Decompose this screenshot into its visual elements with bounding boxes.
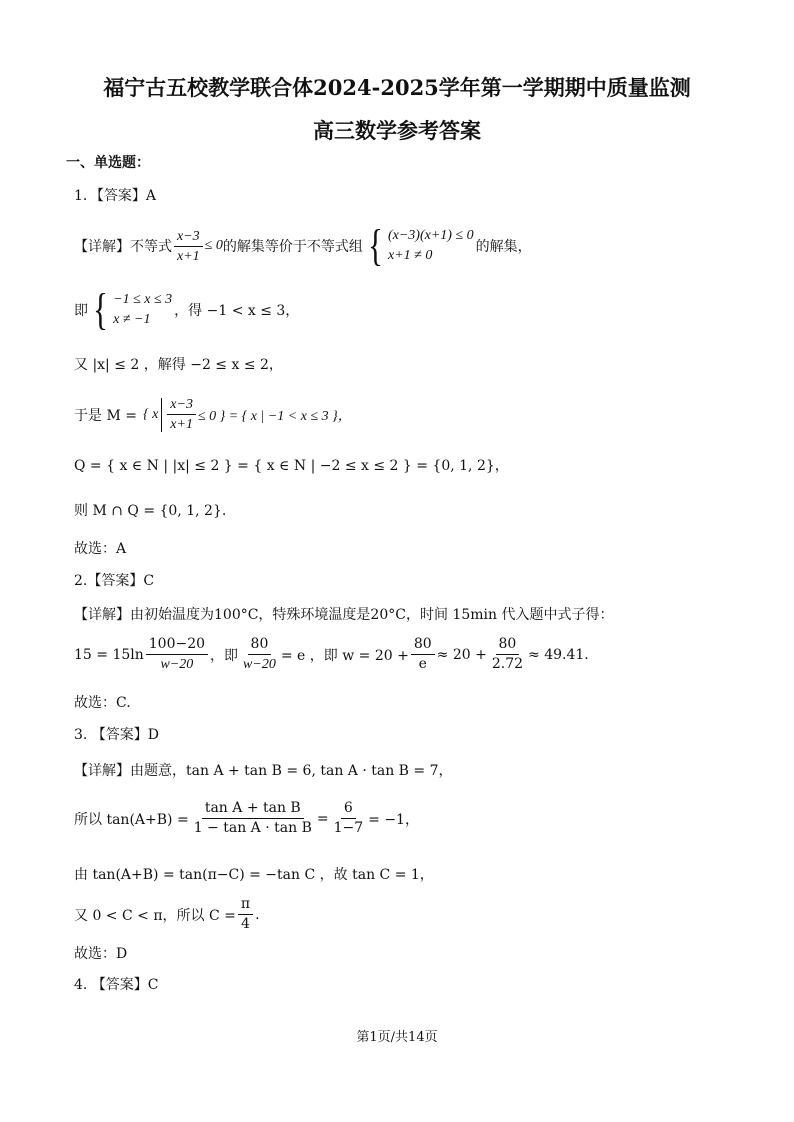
q3-frac1 [191, 800, 315, 837]
q1-ji-row1: −1 ≤ x ≤ 3 [113, 292, 173, 307]
q1-detail [74, 221, 532, 270]
q1-le0: ≤ 0 [204, 238, 223, 253]
q2-frac3 [411, 636, 435, 673]
q1-yushi-fraction-den: x+1 [170, 417, 193, 432]
q1-yushi-prefix: 于是 M = [74, 407, 137, 424]
q3-frac3-den: 4 [241, 916, 250, 932]
q3-frac3 [238, 896, 253, 933]
q2-frac1-den: w−20 [160, 657, 194, 672]
q2-frac4-den: 2.72 [491, 656, 524, 672]
q2-frac1 [146, 636, 208, 673]
q3-suoyi-prefix: 所以 tan(A+B) = [74, 811, 189, 828]
q2-frac3-den: e [418, 656, 427, 672]
q2-detail: 【详解】由初始温度为100°C，特殊环境温度是20°C，时间 15min 代入题中式子得： [74, 607, 614, 623]
q1-ji-line [74, 285, 300, 334]
q2-eq-end: ≈ 49.41. [528, 646, 589, 663]
q1-system [365, 221, 474, 270]
q3-frac2-num: 6 [341, 800, 356, 819]
q1-yushi-fraction [167, 396, 196, 433]
q3-you-c-prefix: 又 0 < C < π，所以 C = [74, 907, 236, 924]
q3-eq-mid: = [316, 810, 329, 827]
q3-frac1-num: tan A + tan B [202, 800, 304, 819]
q1-you-line: 又 |x| ≤ 2 ，解得 −2 ≤ x ≤ 2， [74, 357, 283, 373]
divider-bar [161, 398, 162, 432]
q2-frac2-num: 80 [248, 636, 272, 655]
q1-detail-prefix: 【详解】不等式 [74, 239, 172, 255]
q1-detail-mid: 的解集等价于不等式组 [222, 239, 363, 255]
document-subtitle: 高三数学参考答案 [313, 118, 481, 143]
q2-eq-mid1: ，即 [210, 647, 239, 664]
q1-system-row2: x+1 ≠ 0 [387, 248, 433, 263]
page-footer: 第1页/共14页 [356, 1030, 438, 1045]
q1-yushi-line [74, 396, 352, 433]
q1-ji-result: ，得 −1 < x ≤ 3， [174, 303, 300, 319]
q2-answer: 2.【答案】C [74, 573, 155, 589]
section-heading: 一、单选题： [66, 155, 150, 171]
q3-eq-end: = −1， [368, 811, 419, 828]
q3-detail: 【详解】由题意，tan A + tan B = 6, tan A · tan B = 7， [74, 763, 453, 779]
q1-fraction-den: x+1 [177, 248, 200, 264]
q1-choose: 故选：A [74, 541, 127, 557]
q1-yushi-fraction-num: x−3 [167, 396, 196, 415]
q3-frac1-den: 1 − tan A · tan B [193, 820, 312, 836]
q4-answer: 4. 【答案】C [74, 977, 159, 993]
q3-suoyi-line [74, 800, 419, 837]
q1-q-line: Q = { x ∈ N | |x| ≤ 2 } = { x ∈ N | −2 ≤ x ≤ 2 } = {0, 1, 2}， [74, 458, 509, 474]
q1-ji-system [90, 285, 173, 334]
q2-frac2-den: w−20 [243, 657, 276, 672]
q2-frac1-num: 100−20 [146, 636, 208, 655]
q3-frac2 [331, 800, 367, 837]
brace-icon: { [93, 285, 108, 334]
q1-answer: 1．【答案】A [74, 188, 157, 204]
q3-choose: 故选：D [74, 946, 128, 962]
q1-ze-line: 则 M ∩ Q = {0, 1, 2}. [74, 503, 227, 519]
q1-ji-row2: x ≠ −1 [113, 312, 151, 327]
q3-you-c-line [74, 896, 260, 933]
q2-frac4-num: 80 [496, 636, 520, 655]
q1-yushi-left: { x [142, 406, 159, 422]
q3-frac2-den: 1−7 [333, 820, 364, 836]
q2-frac2 [240, 636, 279, 673]
q3-answer: 3. 【答案】D [74, 727, 160, 743]
brace-icon: { [368, 221, 383, 270]
q2-eq-mid2: = e ，即 w = 20 + [280, 647, 409, 664]
q2-frac4 [489, 636, 526, 673]
q2-equation [74, 636, 589, 673]
q2-eq-prefix: 15 = 15ln [74, 646, 144, 663]
q1-fraction [174, 228, 203, 265]
q1-yushi-right: ≤ 0 } = { x | −1 < x ≤ 3 }， [197, 408, 352, 424]
document-title: 福宁古五校教学联合体2024-2025学年第一学期期中质量监测 [103, 75, 691, 100]
q3-frac3-num: π [238, 896, 253, 915]
q1-detail-end: 的解集， [475, 239, 532, 255]
q3-you-c-end: . [255, 906, 260, 923]
q1-system-row1: (x−3)(x+1) ≤ 0 [387, 228, 474, 243]
q2-eq-mid3: ≈ 20 + [436, 646, 487, 663]
q2-choose: 故选：C. [74, 695, 131, 711]
q1-ji-prefix: 即 [74, 303, 88, 319]
q2-frac3-num: 80 [411, 636, 435, 655]
q3-you-tan-line: 由 tan(A+B) = tan(π−C) = −tan C ，故 tan C = 1， [74, 867, 434, 883]
q1-fraction-num: x−3 [174, 228, 203, 247]
